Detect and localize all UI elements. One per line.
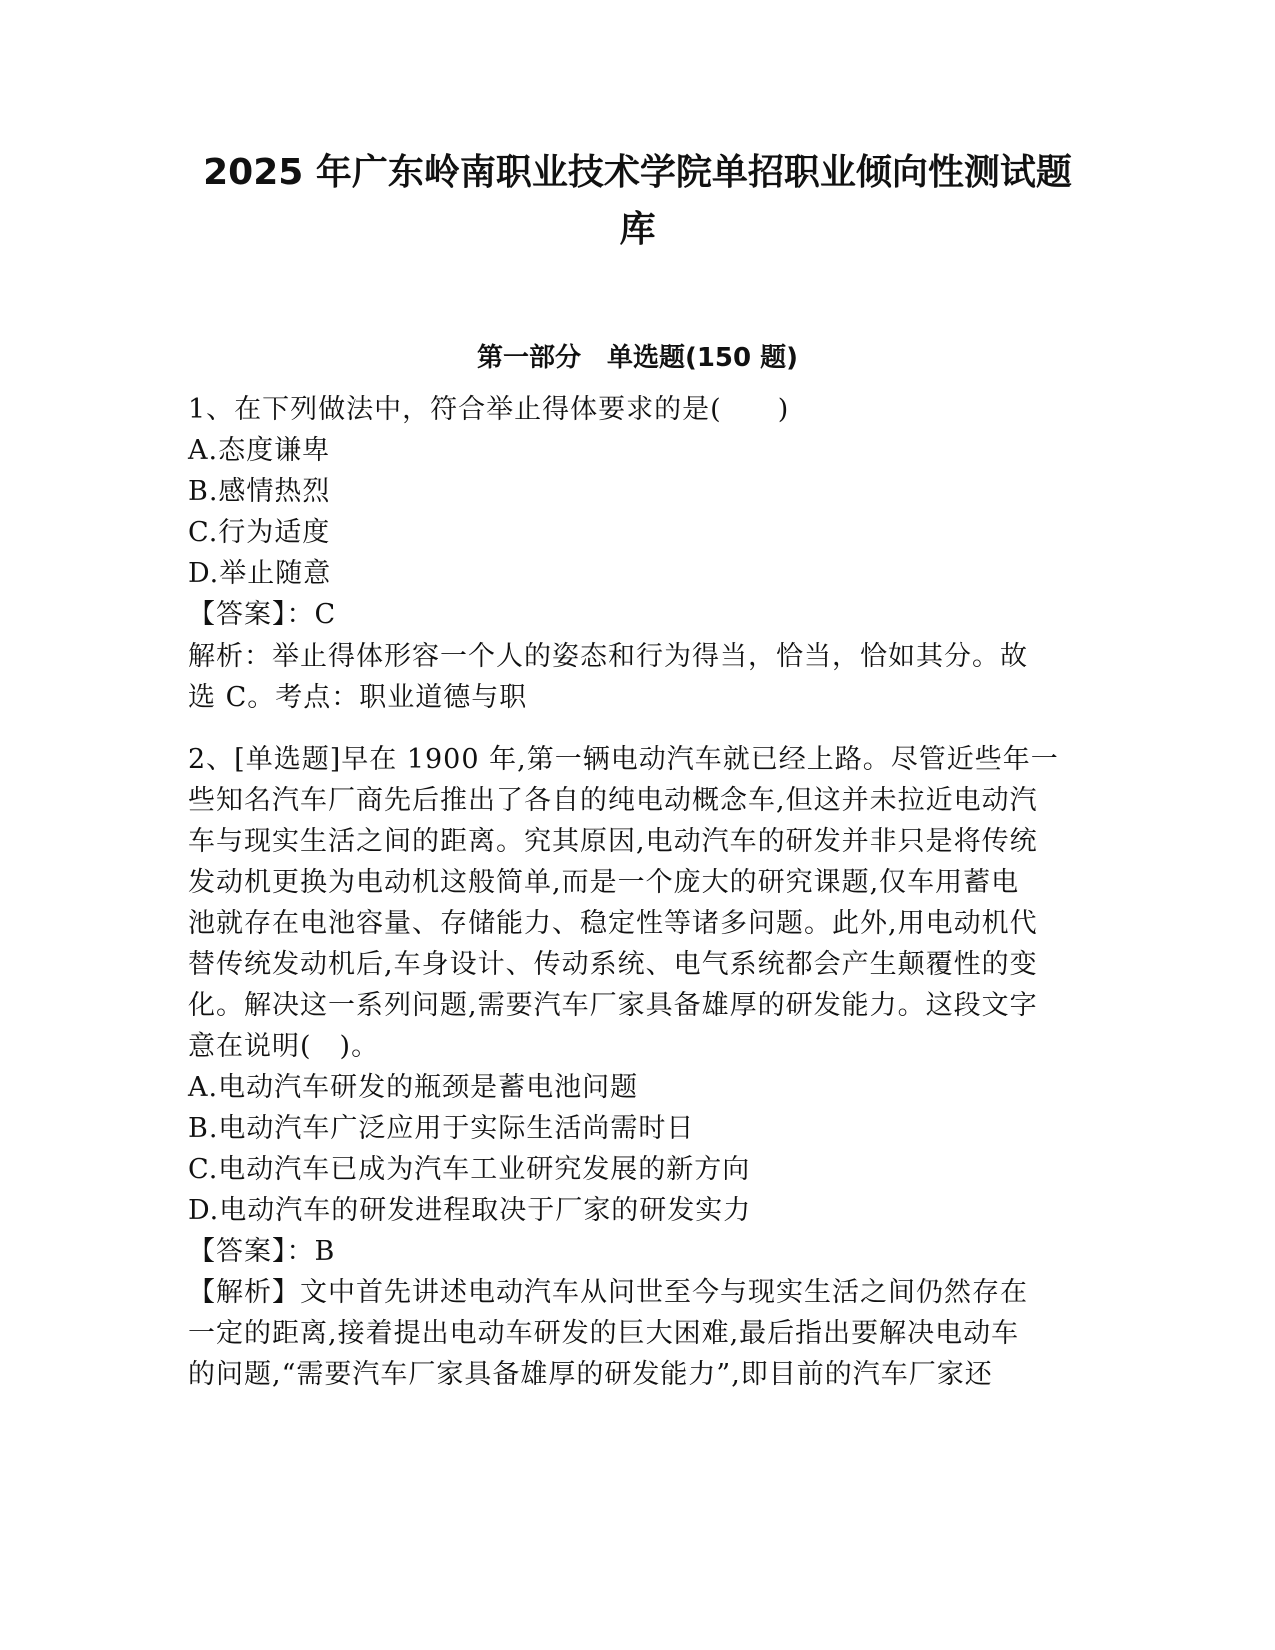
question-1-option-c: C.行为适度 (188, 517, 331, 548)
question-2-stem-line-4: 发动机更换为电动机这般简单,而是一个庞大的研究课题,仅车用蓄电 (188, 867, 1020, 898)
section-heading: 第一部分 单选题(150 题) (476, 343, 799, 373)
question-2-stem-line-3: 车与现实生活之间的距离。究其原因,电动汽车的研发并非只是将传统 (188, 826, 1038, 857)
question-2-stem-line-8: 意在说明( )。 (188, 1031, 380, 1062)
question-2-option-a: A.电动汽车研发的瓶颈是蓄电池问题 (188, 1072, 639, 1103)
question-1-answer: 【答案】：C (188, 599, 337, 630)
question-2-option-d: D.电动汽车的研发进程取决于厂家的研发实力 (188, 1195, 752, 1226)
question-2-stem-line-2: 些知名汽车厂商先后推出了各自的纯电动概念车,但这并未拉近电动汽 (188, 785, 1038, 816)
question-2-stem-line-5: 池就存在电池容量、存储能力、稳定性等诸多问题。此外,用电动机代 (188, 908, 1038, 939)
question-1-option-b: B.感情热烈 (188, 476, 331, 507)
question-2-option-b: B.电动汽车广泛应用于实际生活尚需时日 (188, 1113, 695, 1144)
question-2-analysis-line-1: 【解析】文中首先讲述电动汽车从问世至今与现实生活之间仍然存在 (188, 1277, 1028, 1308)
question-1-option-a: A.态度谦卑 (188, 435, 331, 466)
question-1-option-d: D.举止随意 (188, 558, 332, 589)
document-title-line-2: 库 (619, 209, 656, 250)
question-2-stem-line-6: 替传统发动机后,车身设计、传动系统、电气系统都会产生颠覆性的变 (188, 949, 1038, 980)
question-1-stem: 1、在下列做法中，符合举止得体要求的是( ) (188, 394, 790, 425)
question-2-option-c: C.电动汽车已成为汽车工业研究发展的新方向 (188, 1154, 751, 1185)
question-2-analysis-line-3: 的问题,“需要汽车厂家具备雄厚的研发能力”,即目前的汽车厂家还 (188, 1359, 993, 1390)
question-1-analysis-line-2: 选 C。考点：职业道德与职 (188, 682, 528, 713)
question-2-answer: 【答案】：B (188, 1236, 336, 1267)
question-2-stem-line-7: 化。解决这一系列问题,需要汽车厂家具备雄厚的研发能力。这段文字 (188, 990, 1038, 1021)
question-2-analysis-line-2: 一定的距离,接着提出电动车研发的巨大困难,最后指出要解决电动车 (188, 1318, 1020, 1349)
document-title-line-1: 2025 年广东岭南职业技术学院单招职业倾向性测试题 (203, 152, 1072, 193)
question-2-stem-line-1: 2、[单选题]早在 1900 年,第一辆电动汽车就已经上路。尽管近些年一 (188, 744, 1059, 775)
question-1-analysis-line-1: 解析：举止得体形容一个人的姿态和行为得当，恰当，恰如其分。故 (188, 641, 1028, 672)
